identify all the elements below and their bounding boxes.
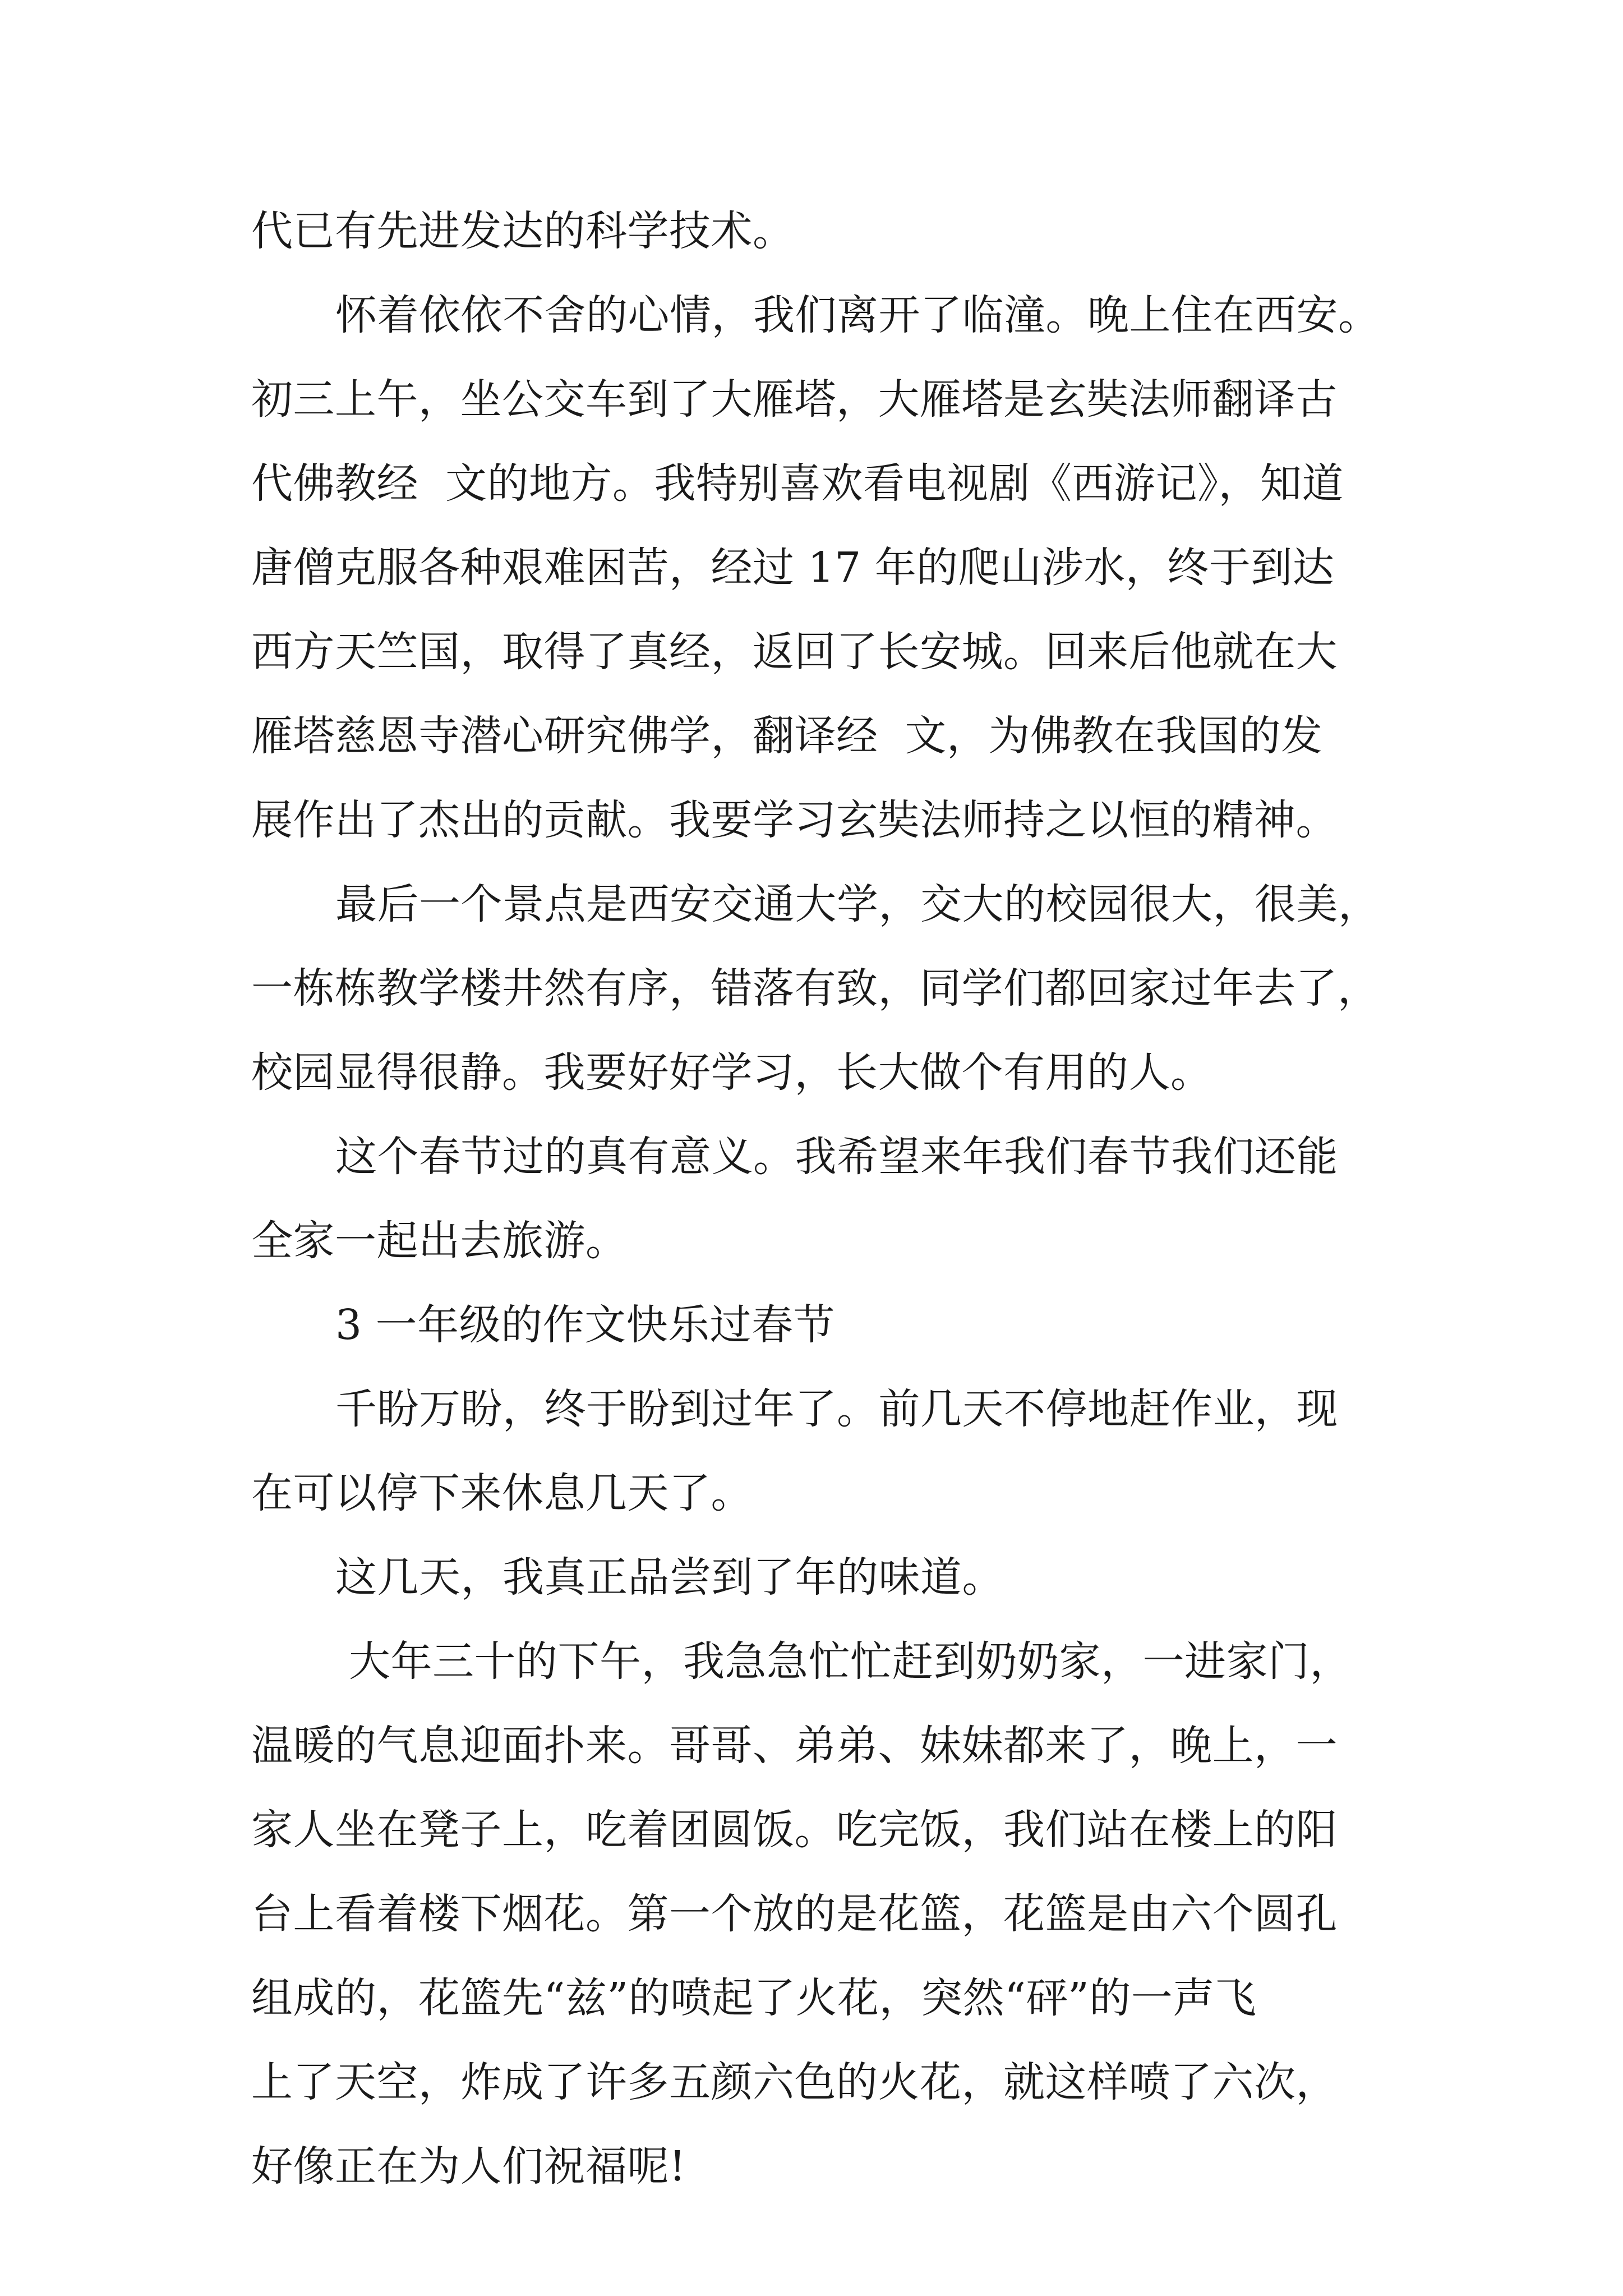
text-line-2: 怀着依依不舍的心情，我们离开了临潼。晚上住在西安。 xyxy=(335,291,1380,339)
text-line-22: 组成的，花篮先“兹”的喷起了火花，突然“砰”的一声飞 xyxy=(251,1974,1257,2022)
text-line-4: 代佛教经 文的地方。我特别喜欢看电视剧《西游记》，知道 xyxy=(251,459,1344,508)
text-line-15: 千盼万盼，终于盼到过年了。前几天不停地赶作业，现 xyxy=(335,1385,1338,1433)
text-line-19: 温暖的气息迎面扑来。哥哥、弟弟、妹妹都来了，晚上，一 xyxy=(251,1722,1338,1770)
text-line-9: 最后一个景点是西安交通大学，交大的校园很大，很美， xyxy=(335,880,1380,928)
text-line-7: 雁塔慈恩寺潜心研究佛学，翻译经 文，为佛教在我国的发 xyxy=(251,712,1323,760)
text-line-17: 这几天，我真正品尝到了年的味道。 xyxy=(335,1553,1004,1602)
text-line-10: 一栋栋教学楼井然有序，错落有致，同学们都回家过年去了， xyxy=(251,964,1380,1013)
text-line-16: 在可以停下来休息几天了。 xyxy=(251,1469,753,1517)
text-line-6: 西方天竺国，取得了真经，返回了长安城。回来后他就在大 xyxy=(251,628,1338,676)
text-line-1: 代已有先进发达的科学技术。 xyxy=(251,207,795,255)
text-line-20: 家人坐在凳子上，吃着团圆饭。吃完饭，我们站在楼上的阳 xyxy=(251,1806,1338,1854)
text-line-18: 大年三十的下午，我急急忙忙赶到奶奶家，一进家门， xyxy=(335,1637,1352,1686)
text-line-8: 展作出了杰出的贡献。我要学习玄奘法师持之以恒的精神。 xyxy=(251,796,1338,844)
text-line-24: 好像正在为人们祝福呢! xyxy=(251,2142,686,2191)
text-line-3: 初三上午，坐公交车到了大雁塔，大雁塔是玄奘法师翻译古 xyxy=(251,375,1338,424)
text-line-23: 上了天空，炸成了许多五颜六色的火花，就这样喷了六次， xyxy=(251,2058,1338,2106)
text-line-12: 这个春节过的真有意义。我希望来年我们春节我们还能 xyxy=(335,1133,1338,1181)
text-line-11: 校园显得很静。我要好好学习，长大做个有用的人。 xyxy=(251,1048,1212,1097)
text-line-5: 唐僧克服各种艰难困苦，经过 17 年的爬山涉水，终于到达 xyxy=(251,544,1335,592)
text-line-21: 台上看着楼下烟花。第一个放的是花篮，花篮是由六个圆孔 xyxy=(251,1890,1338,1938)
text-line-13: 全家一起出去旅游。 xyxy=(251,1217,628,1265)
section-heading: 3 一年级的作文快乐过春节 xyxy=(335,1301,836,1349)
